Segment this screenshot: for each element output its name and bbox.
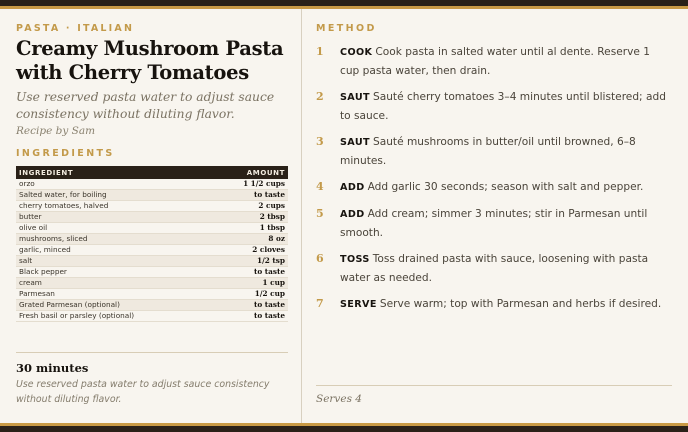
method-step <box>316 133 672 170</box>
ingredient-row <box>16 190 288 201</box>
recipe-subtitle: Use reserved pasta water to adjust sauce consistency without diluting flavor. <box>16 90 275 121</box>
ingredient-amount: 2 cloves <box>211 245 288 256</box>
servings: Serves 4 <box>316 393 362 405</box>
step-text: Serve warm; top with Parmesan and herbs if desired. <box>379 298 662 310</box>
method-heading: METHOD <box>316 23 377 34</box>
step-body <box>340 133 672 170</box>
ingredient-row <box>16 223 288 234</box>
method-step <box>316 205 672 242</box>
ingredient-amount: to taste <box>211 190 288 201</box>
recipe-byline: Recipe by Sam <box>16 125 96 137</box>
ingredient-name: butter <box>16 212 211 223</box>
method-step <box>316 88 672 125</box>
step-body <box>340 43 672 80</box>
left-divider <box>16 352 288 353</box>
ingredient-amount: 2 tbsp <box>211 212 288 223</box>
ingredient-name: Parmesan <box>16 289 211 300</box>
step-text: Cook pasta in salted water until al dente. Reserve 1 cup pasta water, then drain. <box>340 46 650 77</box>
ingredient-amount: to taste <box>211 267 288 278</box>
method-step <box>316 250 672 287</box>
ingredient-row <box>16 278 288 289</box>
step-number: 6 <box>316 252 324 265</box>
method-step <box>316 43 672 80</box>
step-verb: TOSS <box>340 254 370 265</box>
method-step <box>316 178 672 197</box>
step-body <box>340 205 672 242</box>
ingredient-name: Salted water, for boiling <box>16 190 211 201</box>
ingredient-name: cherry tomatoes, halved <box>16 201 211 212</box>
recipe-title: Creamy Mushroom Pasta with Cherry Tomatoes <box>16 37 284 84</box>
step-verb: SAUT <box>340 92 370 103</box>
step-text: Add cream; simmer 3 minutes; stir in Parmesan until smooth. <box>340 208 648 239</box>
ingredient-row <box>16 300 288 311</box>
ingredient-row <box>16 245 288 256</box>
ingredients-heading: INGREDIENTS <box>16 148 115 159</box>
ingredients-header-row <box>16 166 288 179</box>
column-divider <box>301 9 302 423</box>
step-body <box>340 295 672 314</box>
ingredient-amount: 1 cup <box>211 278 288 289</box>
step-number: 5 <box>316 207 324 220</box>
step-text: Add garlic 30 seconds; season with salt and pepper. <box>367 181 644 193</box>
ingredients-table <box>16 166 288 322</box>
ingredient-name: mushrooms, sliced <box>16 234 211 245</box>
step-number: 2 <box>316 90 324 103</box>
ingredient-name: orzo <box>16 179 211 190</box>
ingredient-row <box>16 289 288 300</box>
ingredient-name: cream <box>16 278 211 289</box>
ingredient-name: Grated Parmesan (optional) <box>16 300 211 311</box>
recipe-right-column <box>316 9 672 423</box>
step-text: Sauté mushrooms in butter/oil until browned, 6–8 minutes. <box>340 136 636 167</box>
ingredient-name: garlic, minced <box>16 245 211 256</box>
ingredient-row <box>16 201 288 212</box>
ingredient-amount: to taste <box>211 300 288 311</box>
step-number: 1 <box>316 45 324 58</box>
ingredient-row <box>16 234 288 245</box>
step-number: 7 <box>316 297 324 310</box>
ingredient-row <box>16 267 288 278</box>
step-number: 3 <box>316 135 324 148</box>
ingredient-amount: 1 tbsp <box>211 223 288 234</box>
step-body <box>340 88 672 125</box>
step-text: Toss drained pasta with sauce, loosening with pasta water as needed. <box>340 253 649 284</box>
right-divider <box>316 385 672 386</box>
step-body <box>340 250 672 287</box>
method-step <box>316 295 672 314</box>
ingredient-name: salt <box>16 256 211 267</box>
ingredient-amount: 1 1/2 cups <box>211 179 288 190</box>
ingredient-name: olive oil <box>16 223 211 234</box>
ingredient-row <box>16 212 288 223</box>
step-number: 4 <box>316 180 324 193</box>
step-body <box>340 178 672 197</box>
category-kicker: PASTA · ITALIAN <box>16 23 135 34</box>
ingredient-row <box>16 179 288 190</box>
method-steps <box>316 43 672 322</box>
step-verb: ADD <box>340 209 365 220</box>
step-verb: SAUT <box>340 137 370 148</box>
ingredient-amount: 8 oz <box>211 234 288 245</box>
ingredient-amount: 1/2 tsp <box>211 256 288 267</box>
column-header-amount: AMOUNT <box>211 166 288 179</box>
ingredient-name: Black pepper <box>16 267 211 278</box>
time-note: Use reserved pasta water to adjust sauce consistency without diluting flavor. <box>16 379 270 405</box>
ingredient-row <box>16 311 288 322</box>
step-verb: SERVE <box>340 299 377 310</box>
step-verb: COOK <box>340 47 373 58</box>
ingredient-row <box>16 256 288 267</box>
recipe-left-column <box>16 9 288 423</box>
bottom-bar <box>0 426 688 432</box>
column-header-ingredient: INGREDIENT <box>16 166 211 179</box>
ingredient-name: Fresh basil or parsley (optional) <box>16 311 211 322</box>
ingredient-amount: to taste <box>211 311 288 322</box>
total-time: 30 minutes <box>16 361 89 375</box>
ingredient-amount: 2 cups <box>211 201 288 212</box>
step-text: Sauté cherry tomatoes 3–4 minutes until blistered; add to sauce. <box>340 91 666 122</box>
ingredient-amount: 1/2 cup <box>211 289 288 300</box>
step-verb: ADD <box>340 182 365 193</box>
